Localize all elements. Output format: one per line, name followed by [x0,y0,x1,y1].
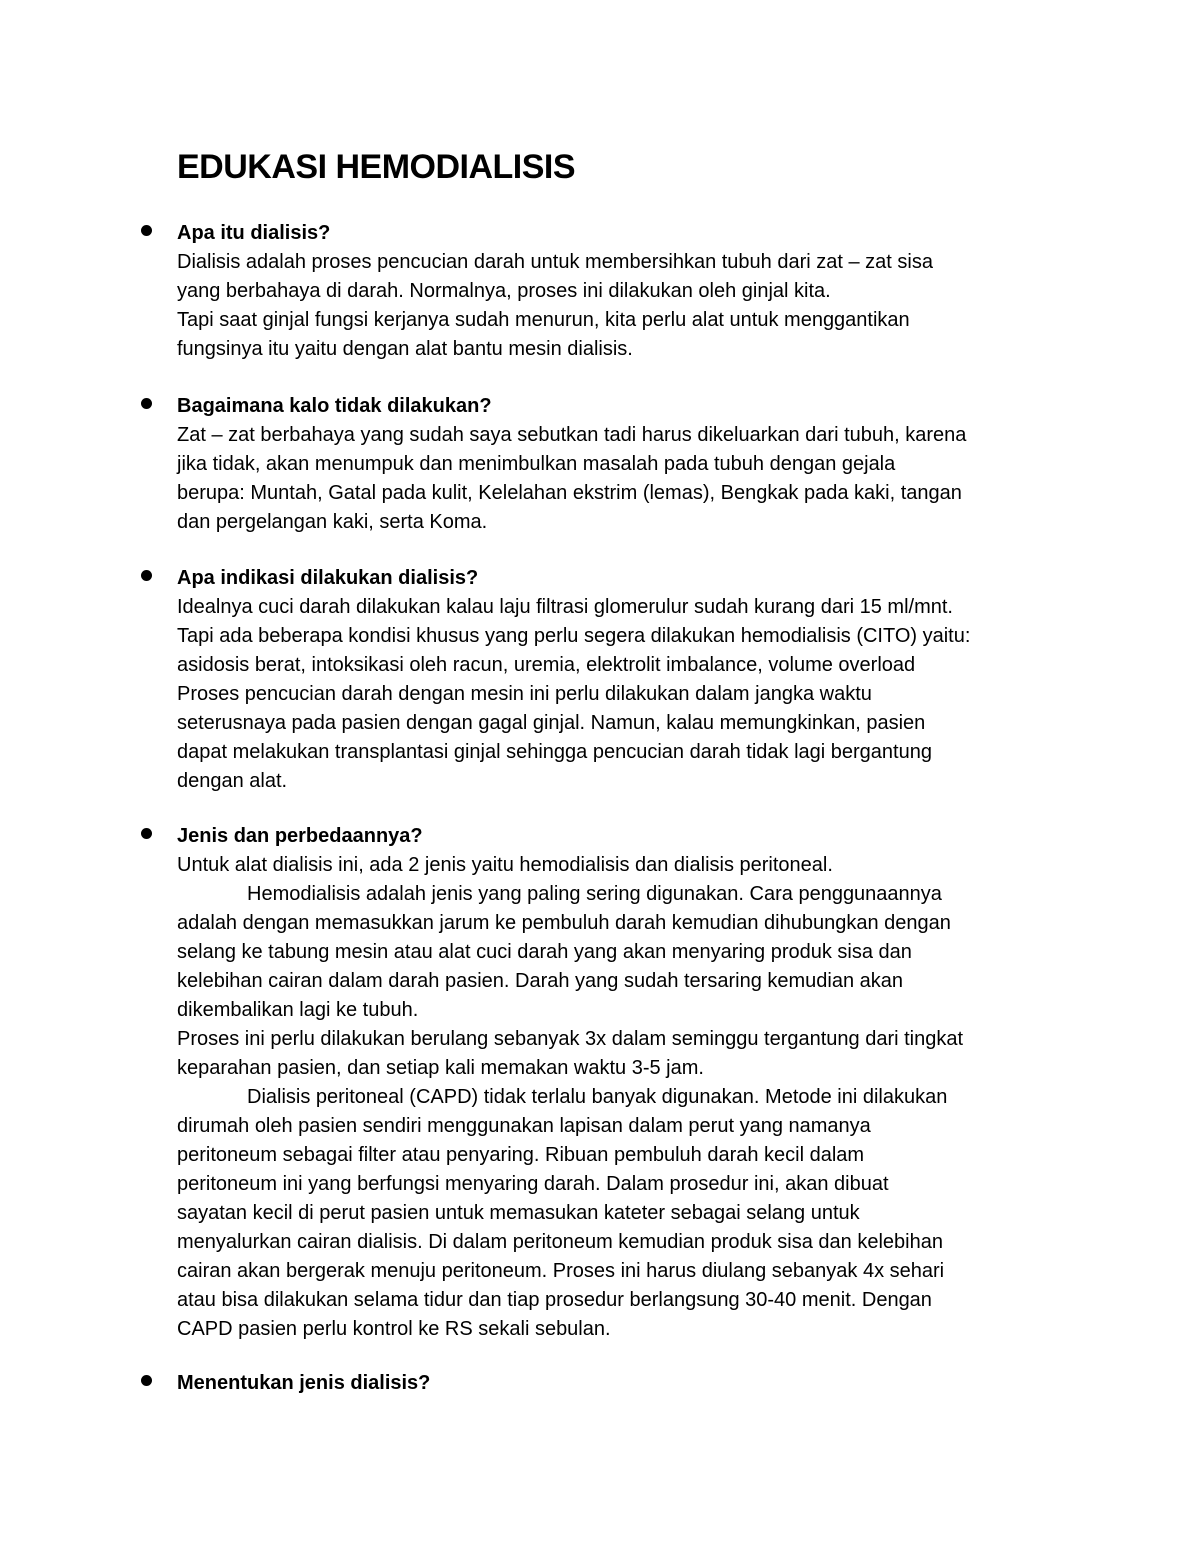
bullet-icon [141,225,152,236]
section-line: seterusnaya pada pasien dengan gagal ginjal. Namun, kalau memungkinkan, pasien [177,712,926,734]
section-line: adalah dengan memasukkan jarum ke pembuluh darah kemudian dihubungkan dengan [177,912,951,934]
section-line: dapat melakukan transplantasi ginjal sehingga pencucian darah tidak lagi bergantung [177,741,932,763]
section-line: dengan alat. [177,770,288,792]
section-line: Tapi saat ginjal fungsi kerjanya sudah menurun, kita perlu alat untuk menggantikan [177,309,910,331]
section-line: peritoneum sebagai filter atau penyaring. Ribuan pembuluh darah kecil dalam [177,1144,865,1166]
section-line: CAPD pasien perlu kontrol ke RS sekali sebulan. [177,1318,611,1340]
section-line: dan pergelangan kaki, serta Koma. [177,511,488,533]
section-line: kelebihan cairan dalam darah pasien. Darah yang sudah tersaring kemudian akan [177,970,904,992]
document-title: EDUKASI HEMODIALISIS [177,148,576,186]
section-line: menyalurkan cairan dialisis. Di dalam peritoneum kemudian produk sisa dan kelebihan [177,1231,943,1253]
section-line: Hemodialisis adalah jenis yang paling sering digunakan. Cara penggunaannya [247,883,942,905]
section-line: Dialisis adalah proses pencucian darah untuk membersihkan tubuh dari zat – zat sisa [177,251,933,273]
section-line: Dialisis peritoneal (CAPD) tidak terlalu banyak digunakan. Metode ini dilakukan [247,1086,948,1108]
section-line: peritoneum ini yang berfungsi menyaring darah. Dalam prosedur ini, akan dibuat [177,1173,889,1195]
section-line: dikembalikan lagi ke tubuh. [177,999,419,1021]
section-line: selang ke tabung mesin atau alat cuci darah yang akan menyaring produk sisa dan [177,941,912,963]
section-question: Menentukan jenis dialisis? [177,1372,431,1394]
section-line: atau bisa dilakukan selama tidur dan tiap prosedur berlangsung 30-40 menit. Dengan [177,1289,932,1311]
section-line: dirumah oleh pasien sendiri menggunakan lapisan dalam perut yang namanya [177,1115,871,1137]
section-question: Bagaimana kalo tidak dilakukan? [177,395,492,417]
section-line: jika tidak, akan menumpuk dan menimbulkan masalah pada tubuh dengan gejala [177,453,896,475]
bullet-icon [141,828,152,839]
section-line: sayatan kecil di perut pasien untuk memasukan kateter sebagai selang untuk [177,1202,860,1224]
section-line: Proses pencucian darah dengan mesin ini perlu dilakukan dalam jangka waktu [177,683,872,705]
section-question: Jenis dan perbedaannya? [177,825,423,847]
section-indikasi-dialisis [177,564,1027,796]
section-line: Untuk alat dialisis ini, ada 2 jenis yaitu hemodialisis dan dialisis peritoneal. [177,854,833,876]
section-menentukan-jenis [177,1369,1027,1398]
section-apa-itu-dialisis [177,219,1027,364]
section-line: yang berbahaya di darah. Normalnya, proses ini dilakukan oleh ginjal kita. [177,280,831,302]
section-line: fungsinya itu yaitu dengan alat bantu mesin dialisis. [177,338,633,360]
section-bagaimana-kalo-tidak [177,392,1027,537]
bullet-icon [141,1375,152,1386]
section-line: Proses ini perlu dilakukan berulang sebanyak 3x dalam seminggu tergantung dari tingkat [177,1028,964,1050]
section-line: Zat – zat berbahaya yang sudah saya sebutkan tadi harus dikeluarkan dari tubuh, karena [177,424,967,446]
section-line: asidosis berat, intoksikasi oleh racun, uremia, elektrolit imbalance, volume overload [177,654,916,676]
section-jenis-dan-perbedaan [177,822,1027,1344]
bullet-icon [141,570,152,581]
section-line: berupa: Muntah, Gatal pada kulit, Kelelahan ekstrim (lemas), Bengkak pada kaki, tangan [177,482,962,504]
section-question: Apa itu dialisis? [177,222,331,244]
section-line: Idealnya cuci darah dilakukan kalau laju filtrasi glomerulur sudah kurang dari 15 ml/mnt. [177,596,953,618]
section-question: Apa indikasi dilakukan dialisis? [177,567,479,589]
bullet-icon [141,398,152,409]
section-line: Tapi ada beberapa kondisi khusus yang perlu segera dilakukan hemodialisis (CITO) yaitu: [177,625,971,647]
section-line: cairan akan bergerak menuju peritoneum. Proses ini harus diulang sebanyak 4x sehari [177,1260,945,1282]
section-line: keparahan pasien, dan setiap kali memakan waktu 3-5 jam. [177,1057,704,1079]
